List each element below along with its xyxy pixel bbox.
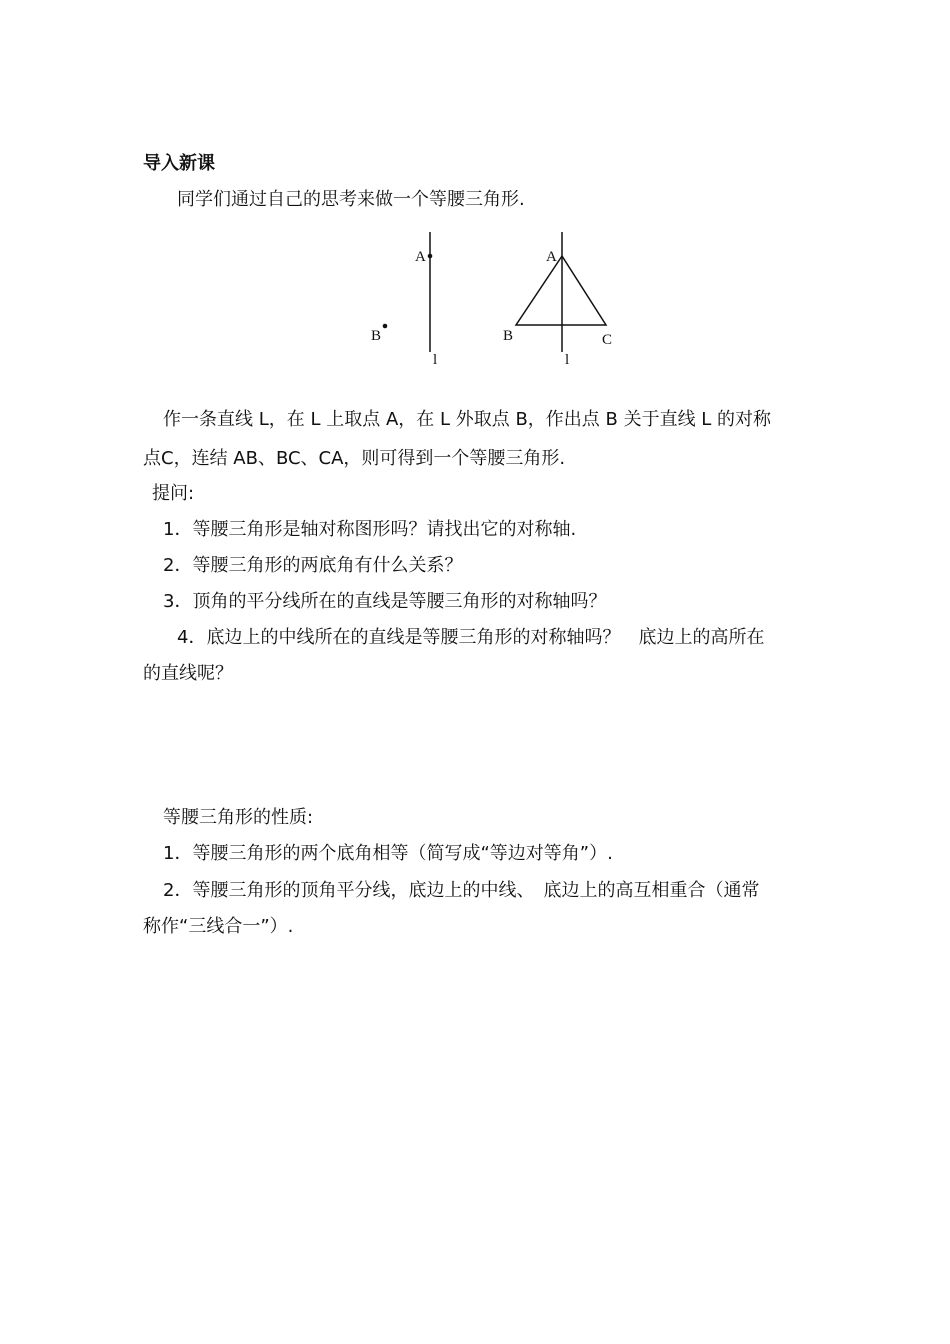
left-label-a: A [415,249,426,265]
left-label-b: B [371,328,382,344]
right-label-b: B [503,328,514,344]
construction-line-1: 作一条直线 L，在 L 上取点 A，在 L 外取点 B，作出点 B 关于直线 L 的对称 [163,409,772,430]
right-label-c: C [602,332,613,348]
properties-label: 等腰三角形的性质: [163,807,314,828]
question-2: 2．等腰三角形的两底角有什么关系？ [163,555,463,576]
right-label-l: l [565,352,570,368]
questions-label: 提问: [152,483,195,504]
question-1: 1．等腰三角形是轴对称图形吗？请找出它的对称轴. [163,519,577,540]
construction-figure [360,228,620,373]
question-4-line-2: 的直线呢？ [143,663,233,684]
question-4-line-1: 4．底边上的中线所在的直线是等腰三角形的对称轴吗？ 底边上的高所在 [177,627,765,648]
property-1: 1．等腰三角形的两个底角相等（简写成“等边对等角”）. [163,843,613,864]
construction-line-2: 点C，连结 AB、BC、CA，则可得到一个等腰三角形. [143,448,566,469]
property-2-line-1: 2．等腰三角形的顶角平分线，底边上的中线、 底边上的高互相重合（通常 [163,880,760,901]
right-label-a: A [546,249,557,265]
intro-text: 同学们通过自己的思考来做一个等腰三角形. [177,189,525,210]
construction-diagram [360,228,620,373]
left-label-l: l [433,352,438,368]
section-title: 导入新课 [143,153,215,174]
question-3: 3．顶角的平分线所在的直线是等腰三角形的对称轴吗？ [163,591,607,612]
isosceles-triangle [516,256,606,325]
left-point-b-dot [383,324,388,329]
property-2-line-2: 称作“三线合一”）. [143,916,294,937]
left-point-a-dot [428,254,433,259]
